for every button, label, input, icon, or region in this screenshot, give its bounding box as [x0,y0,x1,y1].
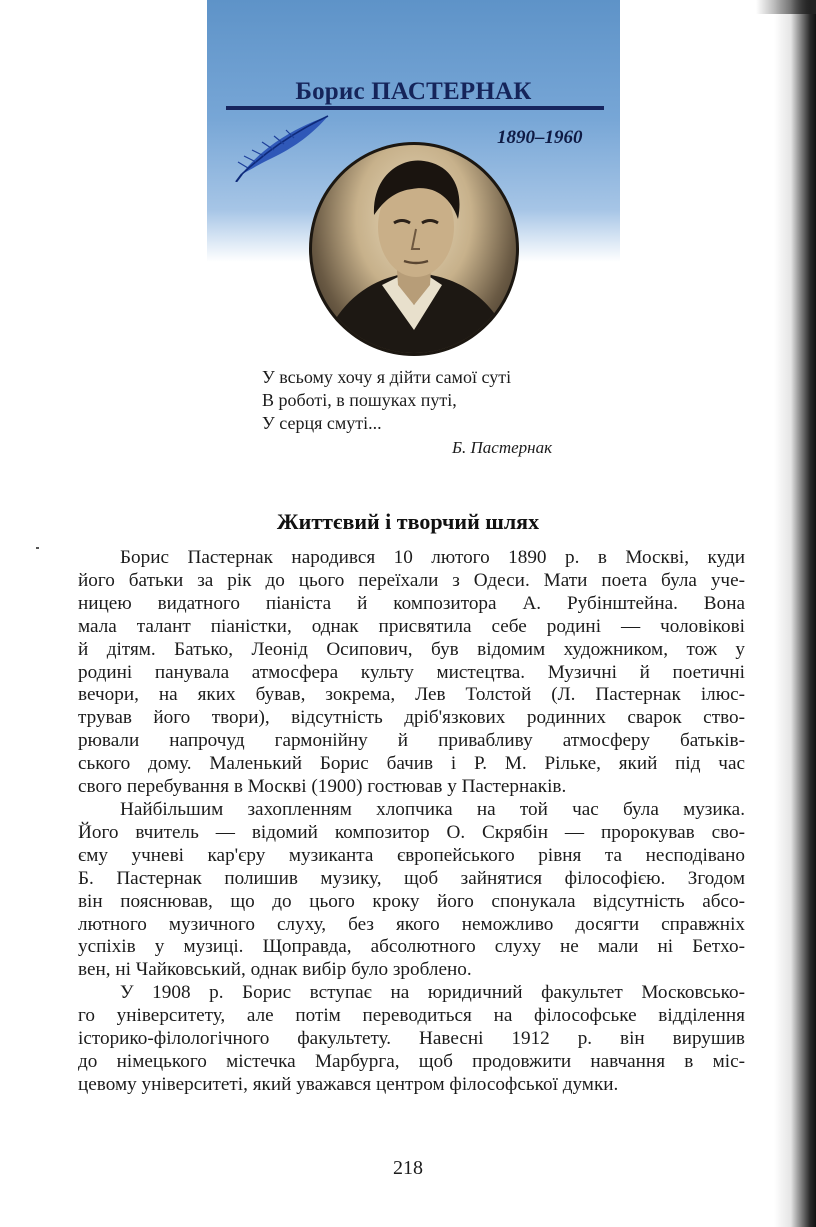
body-line: цевому університеті, який уважався центром філософської думки. [78,1073,619,1095]
scan-edge-shadow [774,0,816,1227]
body-line: ського дому. Маленький Борис бачив і Р. М. Рільке, який під час [78,753,745,775]
body-line: вечори, на яких бував, зокрема, Лев Толстой (Л. Пастернак ілюс- [78,684,745,706]
page-number: 218 [393,1157,423,1179]
body-line: мала талант піаністки, однак присвятила себе родині — чоловікові [78,615,745,637]
epigraph-line: В роботі, в пошуках путі, [262,390,457,410]
epigraph-author: Б. Пастернак [452,438,553,457]
body-line: лютного музичного слуху, без якого неможливо досягти справжніх [78,913,745,935]
body-line: Б. Пастернак полишив музику, щоб зайнятися філософією. Згодом [78,867,745,889]
body-line: успіхів у музиці. Щоправда, абсолютного слуху не мали ні Бетхо- [78,936,745,958]
body-line: історико-філологічного факультету. Навесні 1912 р. він вирушив [78,1028,745,1050]
body-line: Борис Пастернак народився 10 лютого 1890 р. в Москві, куди [120,547,745,568]
author-name: Борис ПАСТЕРНАК [295,78,532,105]
body-line: свого перебування в Москві (1900) гостював у Пастернаків. [78,776,567,798]
body-line: його батьки за рік до цього переїхали з Одеси. Мати поета була уче- [78,569,745,591]
scan-edge-top [756,0,816,14]
body-line: до німецького містечка Марбурга, щоб продовжити навчання в міс- [78,1050,745,1072]
header-rule [226,106,604,110]
body-line: Його вчитель — відомий композитор О. Скрябін — пророкував сво- [78,821,745,843]
body-line: ницею видатного піаніста й композитора А. Рубінштейна. Вона [78,592,745,614]
body-line: він пояснював, що до цього кроку його спонукала відсутність абсо- [78,890,745,912]
body-line: єму учневі кар'єру музиканта європейського рівня та несподівано [78,844,745,866]
body-line: Найбільшим захопленням хлопчика на той час була музика. [120,798,745,820]
body-line: У 1908 р. Борис вступає на юридичний факультет Московсько- [120,982,745,1004]
body-line: трував його твори), відсутність дріб'язкових родинних сварок ство- [78,707,745,729]
body-text [78,547,745,1097]
epigraph-line: У всьому хочу я дійти самої суті [262,367,512,387]
author-portrait [309,142,519,356]
epigraph [262,366,511,435]
body-line: родині панувала атмосфера культу мистецтва. Музичні й поетичні [78,661,745,683]
body-line: вен, ні Чайковський, однак вибір було зроблено. [78,959,472,981]
epigraph-line: У серця смуті... [262,413,382,433]
author-years: 1890–1960 [497,127,583,148]
body-line: го університету, але потім переводиться на філософське відділення [78,1005,745,1027]
body-line: рювали напрочуд гармонійну й привабливу атмосферу батьків- [78,730,745,752]
section-title: Життєвий і творчий шлях [276,509,540,534]
feather-quill-icon [228,112,338,182]
scan-speck [36,547,39,549]
body-line: й дітям. Батько, Леонід Осипович, був відомим художником, тож у [78,638,745,660]
